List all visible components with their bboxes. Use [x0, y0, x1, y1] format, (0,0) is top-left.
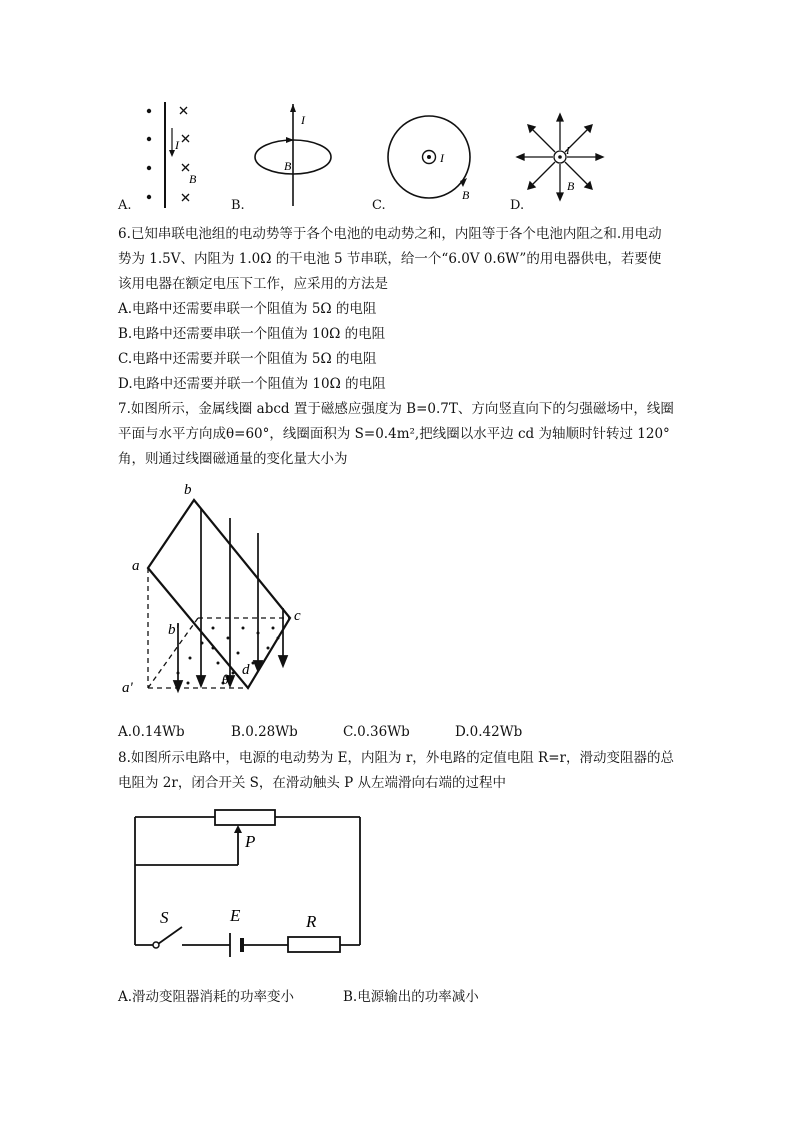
fig-a-field-label: B	[189, 172, 197, 186]
q7-option-c: C.0.36Wb	[343, 724, 410, 740]
label-a-prime: a'	[122, 680, 133, 696]
figure-d-radial-field	[515, 112, 605, 202]
q5-option-c-label: C.	[372, 198, 386, 213]
q7-stem-line-3: 角，则通过线圈磁通量的变化量大小为	[118, 451, 348, 467]
q8-option-b: B.电源输出的功率减小	[343, 989, 479, 1005]
q5-option-d-label: D.	[510, 198, 525, 213]
figure-a-straight-wire	[140, 100, 210, 210]
q6-option-b: B.电路中还需要串联一个阻值为 10Ω 的电阻	[118, 326, 386, 342]
label-p: P	[245, 832, 256, 851]
q5-option-a-label: A.	[118, 198, 132, 213]
label-d: d	[242, 662, 250, 678]
q7-option-a: A.0.14Wb	[118, 724, 185, 740]
q8-stem-line-1: 8.如图所示电路中，电源的电动势为 E，内阻为 r，外电路的定值电阻 R=r，滑动变阻器的总	[118, 750, 674, 766]
q7-stem-line-1: 7.如图所示，金属线圈 abcd 置于磁感应强度为 B=0.7T、方向竖直向下的匀强磁场中，线圈	[118, 401, 674, 417]
label-b-prime: b'	[168, 622, 179, 638]
fig-a-current-label: I	[175, 138, 179, 152]
label-c: c	[294, 608, 301, 624]
q6-stem-line-1: 6.已知串联电池组的电动势等于各个电池的电动势之和，内阻等于各个电池内阻之和.用电动	[118, 226, 662, 242]
label-theta: θ	[222, 673, 229, 688]
q5-option-b-label: B.	[231, 198, 245, 213]
q7-option-d: D.0.42Wb	[455, 724, 523, 740]
q8-option-a: A.滑动变阻器消耗的功率变小	[118, 989, 295, 1005]
q6-stem-line-3: 该用电器在额定电压下工作，应采用的方法是	[118, 276, 388, 292]
q7-coil-figure	[118, 478, 318, 698]
q6-stem-line-2: 势为 1.5V、内阻为 1.0Ω 的干电池 5 节串联，给一个“6.0V 0.6W”的用电器供电，若要使	[118, 251, 662, 267]
label-a: a	[132, 558, 140, 574]
label-s: S	[160, 908, 169, 927]
q6-option-c: C.电路中还需要并联一个阻值为 5Ω 的电阻	[118, 351, 377, 367]
q7-stem-line-2: 平面与水平方向成θ=60°，线圈面积为 S=0.4m²,把线圈以水平边 cd 为轴顺时针转过 120°	[118, 426, 670, 442]
figure-b-wire-loop	[250, 100, 340, 210]
fig-c-current-label: I	[440, 151, 444, 165]
q7-option-b: B.0.28Wb	[231, 724, 298, 740]
fig-c-field-label: B	[462, 188, 470, 202]
fig-b-current-label: I	[301, 113, 305, 127]
q6-option-a: A.电路中还需要串联一个阻值为 5Ω 的电阻	[118, 301, 377, 317]
q8-stem-line-2: 电阻为 2r，闭合开关 S，在滑动触头 P 从左端滑向右端的过程中	[118, 775, 507, 791]
fig-d-current-label: I	[566, 145, 570, 157]
q6-option-d: D.电路中还需要并联一个阻值为 10Ω 的电阻	[118, 376, 386, 392]
label-r: R	[306, 912, 317, 931]
q8-circuit-figure	[120, 805, 370, 970]
fig-d-field-label: B	[567, 179, 575, 193]
fig-b-field-label: B	[284, 159, 292, 173]
label-e: E	[230, 906, 241, 925]
label-b: b	[184, 482, 192, 498]
figure-c-circular-field	[383, 110, 483, 205]
